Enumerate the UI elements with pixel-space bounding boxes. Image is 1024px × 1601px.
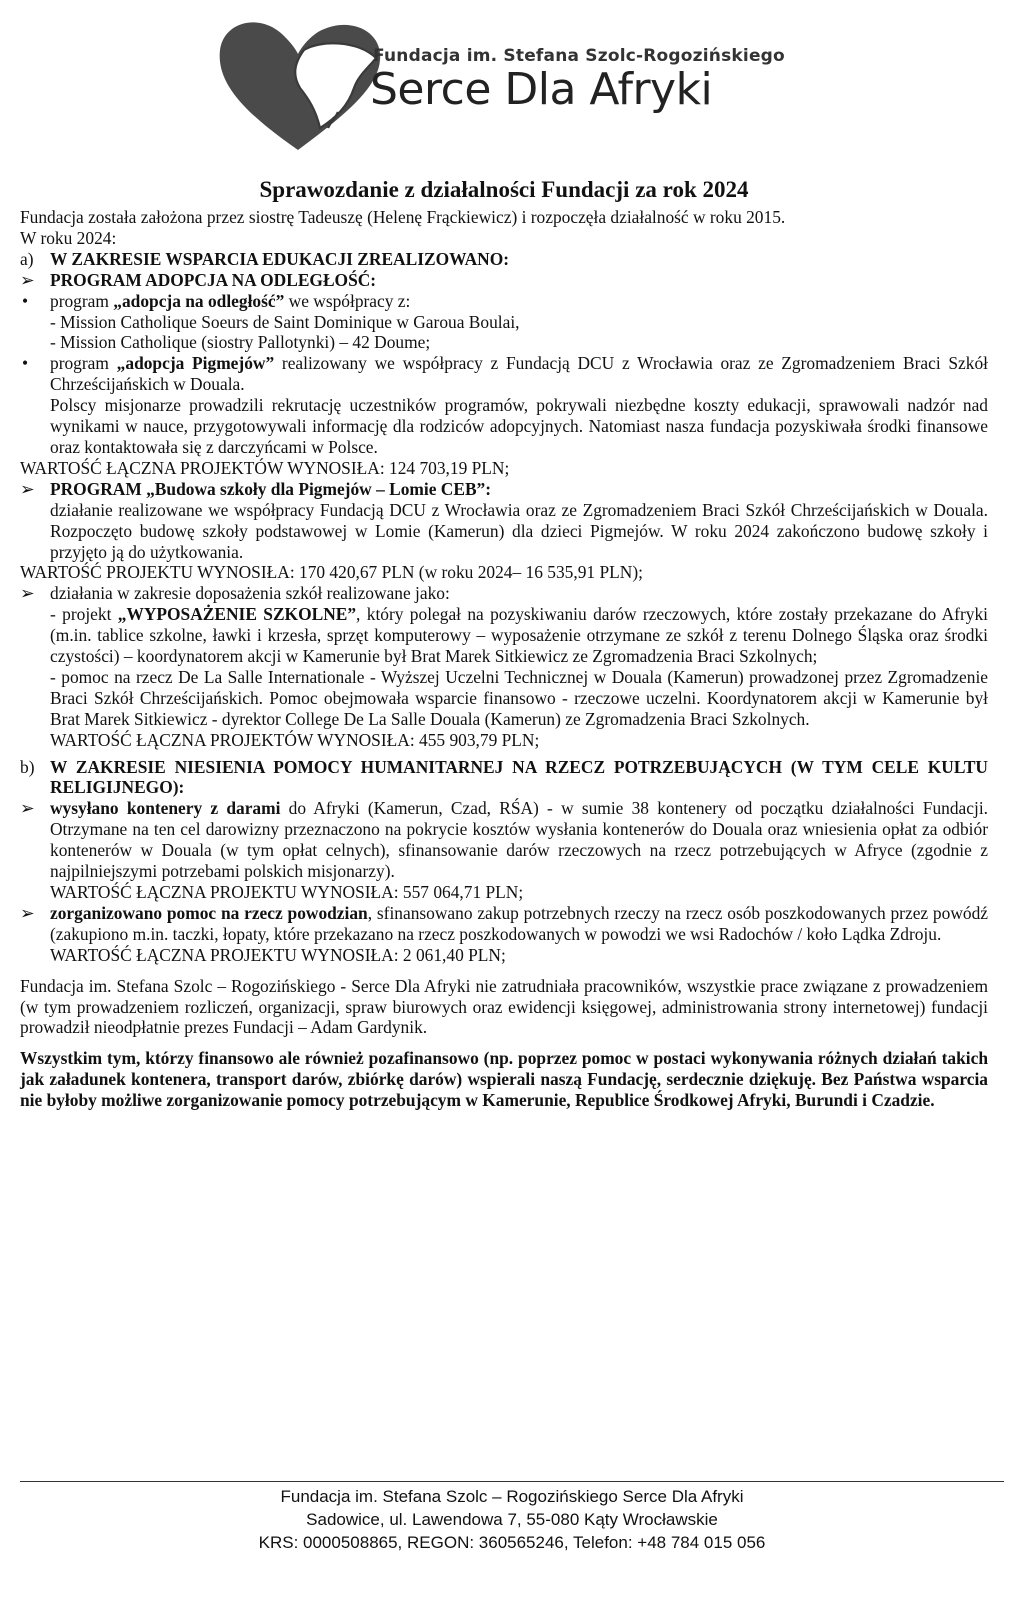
de-la-salle-paragraph: - pomoc na rzecz De La Salle Internationale - Wyższej Uczelni Technicznej w Douala (Kamerun) prowadzonej przez Zgromadzenie Braci Szkół Chrześcijańskich. Pomoc obejmowała wsparcie finansowo - rzeczowe uczelni. Koordynatorem akcji w Kamerunie był Brat Marek Sitkiewicz - dyrektor College De La Salle Douala (Kamerun) ze Zgromadzenia Braci Szkolnych. xyxy=(50,666,988,729)
staff-note: Fundacja im. Stefana Szolc – Rogozińskiego - Serce Dla Afryki nie zatrudniała pracowników, wszystkie prace związane z prowadzeniem (w tym prowadzeniem rozliczeń, organizacji, spraw biurowych oraz ewidencji księgowej, administrowania strony internetowej) fundacji prowadził nieodpłatnie prezes Fundacji – Adam Gardynik. xyxy=(20,975,988,1038)
program-school-text: działanie realizowane we współpracy Fundacją DCU z Wrocławia oraz ze Zgromadzeniem Braci Szkół Chrześcijańskich w Douala. Rozpoczęto budowę szkoły podstawowej w Lomie (Kamerun) dla dzieci Pigmejów. W roku 2024 zakończono budowę szkoły i przyjęto ją do użytkowania. xyxy=(50,499,988,562)
value-total-5: WARTOŚĆ ŁĄCZNA PROJEKTU WYNOSIŁA: 2 061,40 PLN; xyxy=(50,944,506,965)
value-total-3: WARTOŚĆ ŁĄCZNA PROJEKTÓW WYNOSIŁA: 455 903,79 PLN; xyxy=(50,729,540,750)
bullet-text-post: we współpracy z: xyxy=(284,290,411,311)
report-title: Sprawozdanie z działalności Fundacji za rok 2024 xyxy=(259,177,749,202)
equipment-text-post: , który polegał na pozyskiwaniu darów rzeczowych, które zostały przekazane do Afryki (m.in. tablice szkolne, ławki i krzesła, sprzęt komputerowy – wyposażenie otrzymane ze szkół z terenu Dolnego Śląska oraz środki czystości) – koordynatorem akcji w Kamerunie był Brat Marek Sitkiewicz ze Zgromadzenia Braci Szkolnych; xyxy=(50,604,988,667)
flood-aid-item xyxy=(20,903,988,966)
section-a-title: W ZAKRESIE WSPARCIA EDUKACJI ZREALIZOWANO: xyxy=(50,248,510,269)
report-body xyxy=(20,176,988,1111)
section-b-heading xyxy=(20,757,988,799)
intro-text: Fundacja została założona przez siostrę Tadeuszę (Helenę Frąckiewicz) i rozpoczęła działalność w roku 2015. xyxy=(20,207,786,227)
bullet-pygmy-adoption xyxy=(20,353,988,458)
bullet-text-pre: program xyxy=(50,290,114,311)
flood-aid-bold: zorganizowano pomoc na rzecz powodzian xyxy=(50,902,368,923)
arrow-bullet-icon: ➢ xyxy=(20,798,35,819)
bullet-text-bold: „adopcja na odległość” xyxy=(113,290,285,311)
footer-divider xyxy=(20,1481,1004,1482)
flood-aid-text: , sfinansowano zakup potrzebnych rzeczy na rzecz osób poszkodowanych przez powódź (zakupiono m.in. taczki, łopaty, które przekazano na rzecz poszkodowanych w powodzi we wsi Radochów / koło Lądka Zdroju. xyxy=(50,902,988,944)
arrow-bullet-icon: ➢ xyxy=(20,902,35,923)
dot-bullet-icon: • xyxy=(22,290,29,311)
arrow-bullet-icon: ➢ xyxy=(20,583,35,604)
mission-line-2: - Mission Catholique (siostry Pallotynki) – 42 Doume; xyxy=(50,332,431,353)
logo-brand-name: Serce Dla Afryki xyxy=(370,64,713,115)
footer-registry: KRS: 0000508865, REGON: 360565246, Telefon: +48 784 015 056 xyxy=(258,1533,766,1552)
bullet-text-post: realizowany we współpracy z Fundacją DCU z Wrocławia oraz ze Zgromadzeniem Braci Szkół Chrześcijańskich w Douala. xyxy=(50,353,989,395)
dot-bullet-icon: • xyxy=(22,353,29,374)
program-school-title: PROGRAM „Budowa szkoły dla Pigmejów – Lomie CEB”: xyxy=(50,478,492,499)
program-school-heading xyxy=(20,479,988,500)
foundation-logo xyxy=(208,10,785,160)
arrow-bullet-icon: ➢ xyxy=(20,269,35,290)
containers-text: do Afryki (Kamerun, Czad, RŚA) - w sumie 38 kontenery od początku działalności Fundacji. Otrzymane na ten cel darowizny przeznaczono na pokrycie kosztów wysłania kontenerów do Douala oraz wniesienia opłat za odbiór kontenerów w Douala (w tym opłat celnych), sfinansowanie darów rzeczowych na rzecz potrzebujących w Afryce (zgodnie z najpilniejszymi potrzebami polskich misjonarzy). xyxy=(50,798,989,882)
year-label: W roku 2024: xyxy=(20,227,117,248)
mission-line-1: - Mission Catholique Soeurs de Saint Dominique w Garoua Boulai, xyxy=(50,311,520,332)
bullet-distance-adoption xyxy=(20,291,988,354)
footer-org-name: Fundacja im. Stefana Szolc – Rogozińskiego Serce Dla Afryki xyxy=(280,1487,744,1506)
heart-africa-logo-icon xyxy=(208,10,388,160)
program-equipment xyxy=(20,583,988,750)
arrow-bullet-icon: ➢ xyxy=(20,478,35,499)
containers-item xyxy=(20,798,988,903)
thanks-paragraph: Wszystkim tym, którzy finansowo ale również pozafinansowo (np. poprzez pomoc w postaci wykonywania różnych działań takich jak załadunek kontenera, transport darów, zbiórkę darów) wspierali naszą Fundację, serdecznie dziękuję. Bez Państwa wsparcia nie byłoby możliwe zorganizowanie pomocy potrzebującym w Kamerunie, Republice Środkowej Afryki, Burundi i Czadzie. xyxy=(20,1048,988,1111)
section-a-marker: a) xyxy=(20,248,34,269)
containers-bold: wysyłano kontenery z darami xyxy=(50,798,281,819)
bullet-text-pre: program xyxy=(50,353,117,374)
value-total-1: WARTOŚĆ ŁĄCZNA PROJEKTÓW WYNOSIŁA: 124 703,19 PLN; xyxy=(20,457,510,478)
section-a-heading xyxy=(20,249,988,270)
program-adoption-heading xyxy=(20,270,988,291)
missionaries-paragraph: Polscy misjonarze prowadzili rekrutację uczestników programów, pokrywali niezbędne koszty edukacji, sprawowali nadzór nad wynikami w nauce, przygotowywali informację dla rodziców adopcyjnych. Natomiast nasza fundacja pozyskiwała środki finansowe oraz kontaktowała się z darczyńcami w Polsce. xyxy=(50,395,988,457)
value-total-2: WARTOŚĆ PROJEKTU WYNOSIŁA: 170 420,67 PLN (w roku 2024– 16 535,91 PLN); xyxy=(20,562,643,583)
value-total-4: WARTOŚĆ ŁĄCZNA PROJEKTU WYNOSIŁA: 557 064,71 PLN; xyxy=(50,882,524,902)
equipment-text-pre: - projekt xyxy=(50,604,118,625)
footer xyxy=(20,1481,1004,1554)
section-b-marker: b) xyxy=(20,756,35,777)
footer-address: Sadowice, ul. Lawendowa 7, 55-080 Kąty Wrocławskie xyxy=(306,1510,718,1529)
bullet-text-bold: „adopcja Pigmejów” xyxy=(116,353,275,374)
equipment-text-bold: „WYPOSAŻENIE SZKOLNE” xyxy=(117,604,357,625)
logo-foundation-name: Fundacja im. Stefana Szolc-Rogozińskiego xyxy=(373,46,785,66)
section-b-title: W ZAKRESIE NIESIENIA POMOCY HUMANITARNEJ NA RZECZ POTRZEBUJĄCYCH (W TYM CELE KULTU RELIGIJNEGO): xyxy=(50,756,988,798)
program-equipment-intro: działania w zakresie doposażenia szkół realizowane jako: xyxy=(50,583,450,604)
program-adoption-title: PROGRAM ADOPCJA NA ODLEGŁOŚĆ: xyxy=(50,269,377,290)
